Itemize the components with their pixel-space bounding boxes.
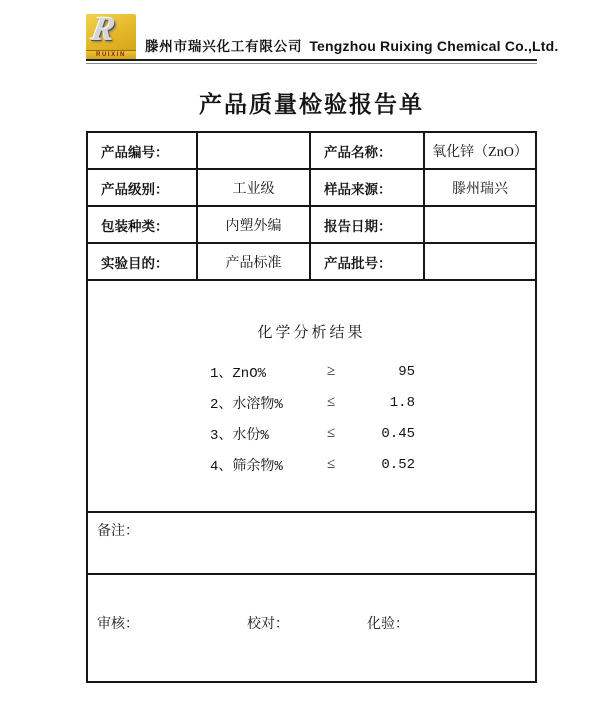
- company-name-cn: 滕州市瑞兴化工有限公司: [145, 39, 303, 54]
- item-value: 1.8: [389, 394, 415, 411]
- item-name: 1、ZnO%: [210, 365, 267, 382]
- product-name-label: 产品名称：: [311, 133, 425, 168]
- audit-label: 审核：: [97, 617, 139, 632]
- analysis-item-sieve-residue: [88, 449, 535, 480]
- item-value: 0.52: [381, 456, 415, 473]
- analysis-heading: 化学分析结果: [257, 325, 366, 341]
- table-row-purpose-batch: [88, 244, 535, 281]
- sample-source-label: 样品来源：: [311, 170, 425, 205]
- product-no-label: 产品编号：: [88, 133, 198, 168]
- item-name: 2、水溶物%: [210, 396, 283, 413]
- signoff-section: [88, 575, 535, 681]
- item-value: 0.45: [381, 425, 415, 442]
- logo-brand-text: RUIXIN: [86, 50, 136, 59]
- batch-no-value: [425, 244, 535, 279]
- analysis-item-water-soluble: [88, 387, 535, 418]
- test-label: 化验：: [367, 617, 409, 632]
- proofread-label: 校对：: [247, 617, 289, 632]
- product-grade-value: 工业级: [198, 170, 311, 205]
- test-purpose-label: 实验目的：: [88, 244, 198, 279]
- product-no-value: [198, 133, 311, 168]
- company-header: [86, 11, 559, 59]
- report-title: 产品质量检验报告单: [199, 91, 424, 117]
- company-name-en: Tengzhou Ruixing Chemical Co.,Ltd.: [309, 38, 559, 54]
- item-comparator: ≤: [327, 425, 336, 441]
- packaging-type-value: 内塑外编: [198, 207, 311, 242]
- analysis-items: [88, 356, 535, 480]
- remarks-label: 备注：: [97, 524, 139, 539]
- product-name-value: 氧化锌（ZnO）: [432, 144, 528, 160]
- analysis-item-zno: [88, 356, 535, 387]
- item-name: 4、筛余物%: [210, 458, 283, 475]
- product-grade-label: 产品级别：: [88, 170, 198, 205]
- item-comparator: ≤: [327, 394, 336, 410]
- item-value: 95: [398, 363, 415, 380]
- table-row-product-no-name: [88, 133, 535, 170]
- logo-r-letter-icon: R: [88, 11, 119, 48]
- header-divider-rule: [86, 59, 537, 64]
- report-date-value: [425, 207, 535, 242]
- company-name: [145, 35, 559, 59]
- report-table: [86, 131, 537, 683]
- analysis-results-section: [88, 281, 535, 513]
- table-row-packaging-date: [88, 207, 535, 244]
- item-comparator: ≤: [327, 456, 336, 472]
- company-logo: [86, 11, 136, 59]
- remarks-section: [88, 513, 535, 575]
- table-row-grade-source: [88, 170, 535, 207]
- item-comparator: ≥: [327, 363, 336, 379]
- item-name: 3、水份%: [210, 427, 269, 444]
- packaging-type-label: 包装种类：: [88, 207, 198, 242]
- batch-no-label: 产品批号：: [311, 244, 425, 279]
- sample-source-value: 滕州瑞兴: [452, 181, 508, 197]
- analysis-item-moisture: [88, 418, 535, 449]
- report-date-label: 报告日期：: [311, 207, 425, 242]
- test-purpose-value: 产品标准: [198, 244, 311, 279]
